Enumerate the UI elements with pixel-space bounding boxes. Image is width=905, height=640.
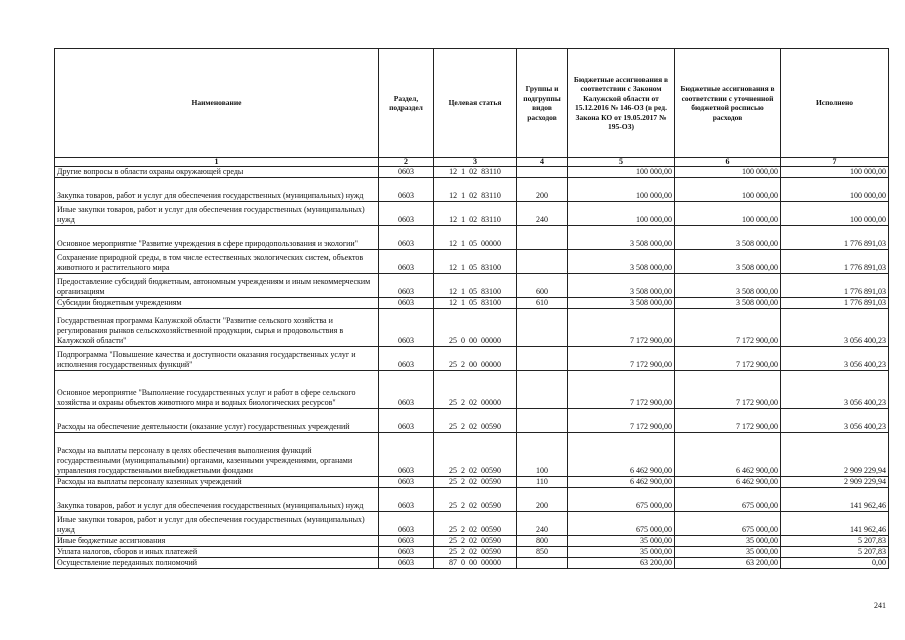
row-target-article: 12 1 05 00000 <box>434 226 517 250</box>
row-target-article: 12 1 02 83110 <box>434 178 517 202</box>
column-number: 5 <box>568 158 675 167</box>
table-body <box>55 167 889 569</box>
row-law-allocation: 100 000,00 <box>568 178 675 202</box>
row-expense-group: 850 <box>517 547 568 558</box>
table-row <box>55 167 889 178</box>
row-target-article: 25 2 02 00000 <box>434 371 517 409</box>
row-name: Осуществление переданных полномочий <box>55 558 379 569</box>
row-name: Закупка товаров, работ и услуг для обеспечения государственных (муниципальных) нужд <box>55 488 379 512</box>
row-executed: 141 962,46 <box>781 488 889 512</box>
row-expense-group <box>517 309 568 347</box>
budget-table <box>54 48 889 569</box>
row-section: 0603 <box>379 226 434 250</box>
row-law-allocation: 7 172 900,00 <box>568 371 675 409</box>
row-expense-group <box>517 371 568 409</box>
row-law-allocation: 35 000,00 <box>568 536 675 547</box>
row-executed: 3 056 400,23 <box>781 371 889 409</box>
row-expense-group: 240 <box>517 512 568 536</box>
row-law-allocation: 100 000,00 <box>568 202 675 226</box>
row-target-article: 25 2 02 00590 <box>434 409 517 433</box>
row-expense-group: 600 <box>517 274 568 298</box>
header-revised-allocations: Бюджетные ассигнования в соответствии с уточненной бюджетной росписью расходов <box>675 49 781 158</box>
table-row <box>55 433 889 477</box>
row-law-allocation: 6 462 900,00 <box>568 433 675 477</box>
row-target-article: 25 2 02 00590 <box>434 477 517 488</box>
table-row <box>55 558 889 569</box>
row-target-article: 25 0 00 00000 <box>434 309 517 347</box>
row-section: 0603 <box>379 512 434 536</box>
header-name: Наименование <box>55 49 379 158</box>
row-law-allocation: 3 508 000,00 <box>568 250 675 274</box>
row-expense-group <box>517 409 568 433</box>
row-target-article: 25 2 00 00000 <box>434 347 517 371</box>
table-row <box>55 488 889 512</box>
table-row <box>55 298 889 309</box>
row-revised-allocation: 3 508 000,00 <box>675 274 781 298</box>
column-number: 4 <box>517 158 568 167</box>
row-revised-allocation: 7 172 900,00 <box>675 309 781 347</box>
row-name: Расходы на обеспечение деятельности (оказание услуг) государственных учреждений <box>55 409 379 433</box>
table-row <box>55 536 889 547</box>
header-law-allocations: Бюджетные ассигнования в соответствии с Законом Калужской области от 15.12.2016 № 146-ОЗ (в ред. Закона КО от 19.05.2017 № 195-ОЗ) <box>568 49 675 158</box>
row-name: Государственная программа Калужской области "Развитие сельского хозяйства и регулирования рынков сельскохозяйственной продукции, сырья и продовольствия в Калужской области" <box>55 309 379 347</box>
row-expense-group <box>517 558 568 569</box>
row-section: 0603 <box>379 477 434 488</box>
row-revised-allocation: 675 000,00 <box>675 512 781 536</box>
row-name: Сохранение природной среды, в том числе естественных экологических систем, объектов животного и растительного мира <box>55 250 379 274</box>
row-name: Расходы на выплаты персоналу казенных учреждений <box>55 477 379 488</box>
row-name: Иные закупки товаров, работ и услуг для обеспечения государственных (муниципальных) нужд <box>55 202 379 226</box>
row-section: 0603 <box>379 274 434 298</box>
column-number: 3 <box>434 158 517 167</box>
row-section: 0603 <box>379 167 434 178</box>
row-revised-allocation: 7 172 900,00 <box>675 409 781 433</box>
row-section: 0603 <box>379 250 434 274</box>
row-law-allocation: 7 172 900,00 <box>568 309 675 347</box>
row-executed: 3 056 400,23 <box>781 347 889 371</box>
row-revised-allocation: 3 508 000,00 <box>675 250 781 274</box>
row-law-allocation: 675 000,00 <box>568 488 675 512</box>
row-executed: 5 207,83 <box>781 536 889 547</box>
table-row <box>55 250 889 274</box>
row-name: Субсидии бюджетным учреждениям <box>55 298 379 309</box>
row-target-article: 12 1 02 83110 <box>434 202 517 226</box>
row-name: Иные закупки товаров, работ и услуг для обеспечения государственных (муниципальных) нужд <box>55 512 379 536</box>
column-number-row <box>55 158 889 167</box>
row-section: 0603 <box>379 488 434 512</box>
row-section: 0603 <box>379 178 434 202</box>
row-section: 0603 <box>379 558 434 569</box>
table-row <box>55 512 889 536</box>
row-executed: 0,00 <box>781 558 889 569</box>
header-target: Целевая статья <box>434 49 517 158</box>
row-revised-allocation: 35 000,00 <box>675 547 781 558</box>
row-executed: 1 776 891,03 <box>781 274 889 298</box>
row-name: Основное мероприятие "Выполнение государственных услуг и работ в сфере сельского хозяйства и охраны объектов животного мира и водных биологических ресурсов" <box>55 371 379 409</box>
row-executed: 1 776 891,03 <box>781 298 889 309</box>
table-row <box>55 309 889 347</box>
row-name: Расходы на выплаты персоналу в целях обеспечения выполнения функций государственными (муниципальными) органами, казенными учреждениями, органами управления государственными внебюджетными фондами <box>55 433 379 477</box>
row-name: Предоставление субсидий бюджетным, автономным учреждениям и иным некоммерческим организациям <box>55 274 379 298</box>
row-expense-group: 100 <box>517 433 568 477</box>
row-executed: 3 056 400,23 <box>781 309 889 347</box>
table-row <box>55 409 889 433</box>
row-section: 0603 <box>379 202 434 226</box>
row-executed: 5 207,83 <box>781 547 889 558</box>
row-target-article: 12 1 05 83100 <box>434 250 517 274</box>
table-row <box>55 547 889 558</box>
page-number: 241 <box>874 601 886 610</box>
table-row <box>55 347 889 371</box>
row-revised-allocation: 3 508 000,00 <box>675 226 781 250</box>
row-law-allocation: 3 508 000,00 <box>568 274 675 298</box>
table-row <box>55 371 889 409</box>
row-law-allocation: 3 508 000,00 <box>568 298 675 309</box>
row-law-allocation: 6 462 900,00 <box>568 477 675 488</box>
row-revised-allocation: 6 462 900,00 <box>675 433 781 477</box>
header-section: Раздел, подраздел <box>379 49 434 158</box>
row-revised-allocation: 35 000,00 <box>675 536 781 547</box>
row-executed: 100 000,00 <box>781 202 889 226</box>
row-revised-allocation: 63 200,00 <box>675 558 781 569</box>
row-law-allocation: 35 000,00 <box>568 547 675 558</box>
row-expense-group <box>517 226 568 250</box>
row-section: 0603 <box>379 347 434 371</box>
row-revised-allocation: 100 000,00 <box>675 178 781 202</box>
row-expense-group <box>517 167 568 178</box>
row-target-article: 25 2 02 00590 <box>434 488 517 512</box>
row-expense-group: 800 <box>517 536 568 547</box>
table-row <box>55 477 889 488</box>
row-revised-allocation: 6 462 900,00 <box>675 477 781 488</box>
row-expense-group: 610 <box>517 298 568 309</box>
row-name: Подпрограмма "Повышение качества и доступности оказания государственных услуг и исполнения государственных функций" <box>55 347 379 371</box>
row-law-allocation: 7 172 900,00 <box>568 409 675 433</box>
row-revised-allocation: 100 000,00 <box>675 167 781 178</box>
column-number: 2 <box>379 158 434 167</box>
row-section: 0603 <box>379 298 434 309</box>
row-law-allocation: 100 000,00 <box>568 167 675 178</box>
row-revised-allocation: 3 508 000,00 <box>675 298 781 309</box>
row-expense-group: 240 <box>517 202 568 226</box>
row-name: Закупка товаров, работ и услуг для обеспечения государственных (муниципальных) нужд <box>55 178 379 202</box>
table-row <box>55 226 889 250</box>
row-target-article: 25 2 02 00590 <box>434 536 517 547</box>
row-section: 0603 <box>379 547 434 558</box>
row-revised-allocation: 675 000,00 <box>675 488 781 512</box>
row-section: 0603 <box>379 371 434 409</box>
row-name: Основное мероприятие "Развитие учреждения в сфере природопользования и экологии" <box>55 226 379 250</box>
row-executed: 2 909 229,94 <box>781 477 889 488</box>
row-target-article: 25 2 02 00590 <box>434 512 517 536</box>
row-law-allocation: 7 172 900,00 <box>568 347 675 371</box>
column-number: 7 <box>781 158 889 167</box>
row-expense-group: 200 <box>517 488 568 512</box>
table-row <box>55 202 889 226</box>
row-executed: 1 776 891,03 <box>781 250 889 274</box>
row-law-allocation: 675 000,00 <box>568 512 675 536</box>
row-name: Уплата налогов, сборов и иных платежей <box>55 547 379 558</box>
row-section: 0603 <box>379 309 434 347</box>
row-target-article: 25 2 02 00590 <box>434 547 517 558</box>
header-row <box>55 49 889 158</box>
row-section: 0603 <box>379 433 434 477</box>
column-number: 1 <box>55 158 379 167</box>
row-law-allocation: 63 200,00 <box>568 558 675 569</box>
row-target-article: 87 0 00 00000 <box>434 558 517 569</box>
row-name: Другие вопросы в области охраны окружающей среды <box>55 167 379 178</box>
row-expense-group: 110 <box>517 477 568 488</box>
row-law-allocation: 3 508 000,00 <box>568 226 675 250</box>
row-executed: 100 000,00 <box>781 167 889 178</box>
row-executed: 100 000,00 <box>781 178 889 202</box>
row-expense-group <box>517 250 568 274</box>
header-executed: Исполнено <box>781 49 889 158</box>
table-row <box>55 178 889 202</box>
row-executed: 3 056 400,23 <box>781 409 889 433</box>
row-target-article: 12 1 02 83110 <box>434 167 517 178</box>
row-revised-allocation: 7 172 900,00 <box>675 347 781 371</box>
row-section: 0603 <box>379 409 434 433</box>
row-target-article: 12 1 05 83100 <box>434 298 517 309</box>
row-target-article: 25 2 02 00590 <box>434 433 517 477</box>
row-expense-group <box>517 347 568 371</box>
row-revised-allocation: 100 000,00 <box>675 202 781 226</box>
row-target-article: 12 1 05 83100 <box>434 274 517 298</box>
row-name: Иные бюджетные ассигнования <box>55 536 379 547</box>
row-executed: 2 909 229,94 <box>781 433 889 477</box>
column-number: 6 <box>675 158 781 167</box>
header-groups: Группы и подгруппы видов расходов <box>517 49 568 158</box>
row-executed: 141 962,46 <box>781 512 889 536</box>
row-section: 0603 <box>379 536 434 547</box>
table-row <box>55 274 889 298</box>
row-revised-allocation: 7 172 900,00 <box>675 371 781 409</box>
row-executed: 1 776 891,03 <box>781 226 889 250</box>
row-expense-group: 200 <box>517 178 568 202</box>
